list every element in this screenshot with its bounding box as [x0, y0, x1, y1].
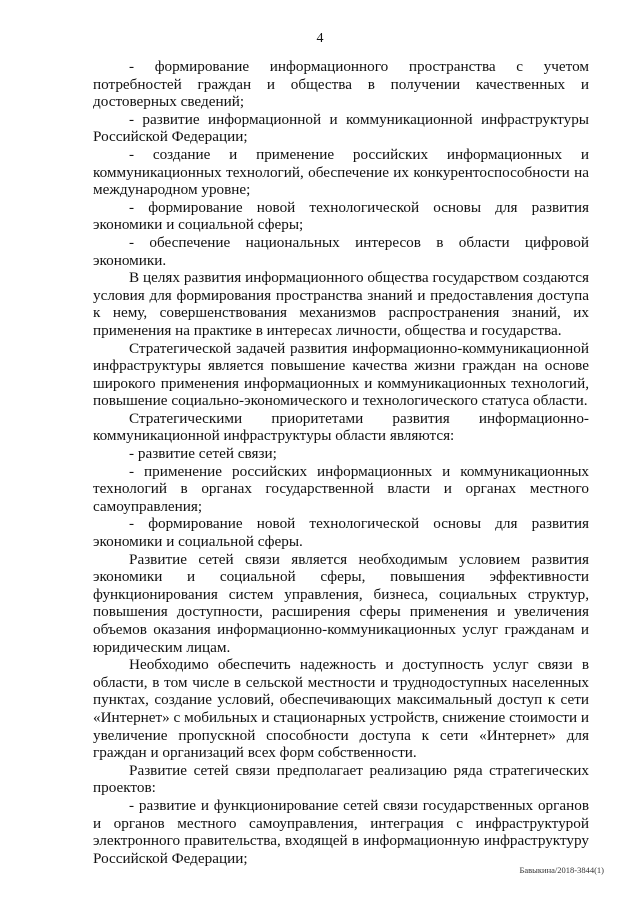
- paragraph-13: Необходимо обеспечить надежность и доступность услуг связи в области, в том числе в сельской местности и труднодоступных населенных пунктах, создание условий, обеспечивающих максимальный доступ к сети «Интернет» с мобильных и стационарных устройств, снижение стоимости и увеличение пропускной способности доступа к сети «Интернет» для граждан и организаций всех форм собственности.: [93, 656, 589, 762]
- document-code: Бавыкина/2018-3844(1): [519, 865, 604, 875]
- paragraph-15: - развитие и функционирование сетей связи государственных органов и органов местного самоуправления, интеграция с инфраструктурой электронного правительства, входящей в информационную инфраструктуру Российской Федерации;: [93, 796, 589, 867]
- paragraph-6: В целях развития информационного общества государством создаются условия для формирования пространства знаний и предоставления доступа к нему, совершенствования механизмов распространения знаний, их применения на практике в интересах личности, общества и государства.: [93, 269, 589, 339]
- paragraph-4: - формирование новой технологической основы для развития экономики и социальной сферы;: [93, 198, 589, 234]
- document-body: [93, 58, 589, 867]
- paragraph-7: Стратегической задачей развития информационно-коммуникационной инфраструктуры является повышение качества жизни граждан на основе широкого применения информационных и коммуникационных технологий, повышение социально-экономического и технологического статуса области.: [93, 339, 589, 410]
- paragraph-2: - развитие информационной и коммуникационной инфраструктуры Российской Федерации;: [93, 110, 589, 146]
- paragraph-1: - формирование информационного пространства с учетом потребностей граждан и общества в получении качественных и достоверных сведений;: [93, 58, 589, 111]
- paragraph-10: - применение российских информационных и коммуникационных технологий в органах государственной власти и органах местного самоуправления;: [93, 462, 589, 515]
- page-number: 4: [316, 31, 324, 46]
- paragraph-3: - создание и применение российских информационных и коммуникационных технологий, обеспечение их конкурентоспособности на международном уровне;: [93, 145, 589, 199]
- paragraph-11: - формирование новой технологической основы для развития экономики и социальной сферы.: [93, 515, 589, 551]
- paragraph-14: Развитие сетей связи предполагает реализацию ряда стратегических проектов:: [93, 761, 589, 797]
- paragraph-9: - развитие сетей связи;: [129, 445, 277, 463]
- paragraph-5: - обеспечение национальных интересов в области цифровой экономики.: [93, 233, 589, 269]
- paragraph-12: Развитие сетей связи является необходимым условием развития экономики и социальной сферы, повышения эффективности функционирования систем управления, бизнеса, социальных структур, повышения доступности, расширения сферы применения и увеличения объемов оказания информационно-коммуникационных услуг гражданам и юридическим лицам.: [93, 550, 589, 656]
- paragraph-8: Стратегическими приоритетами развития информационно-коммуникационной инфраструктуры области являются:: [93, 409, 589, 445]
